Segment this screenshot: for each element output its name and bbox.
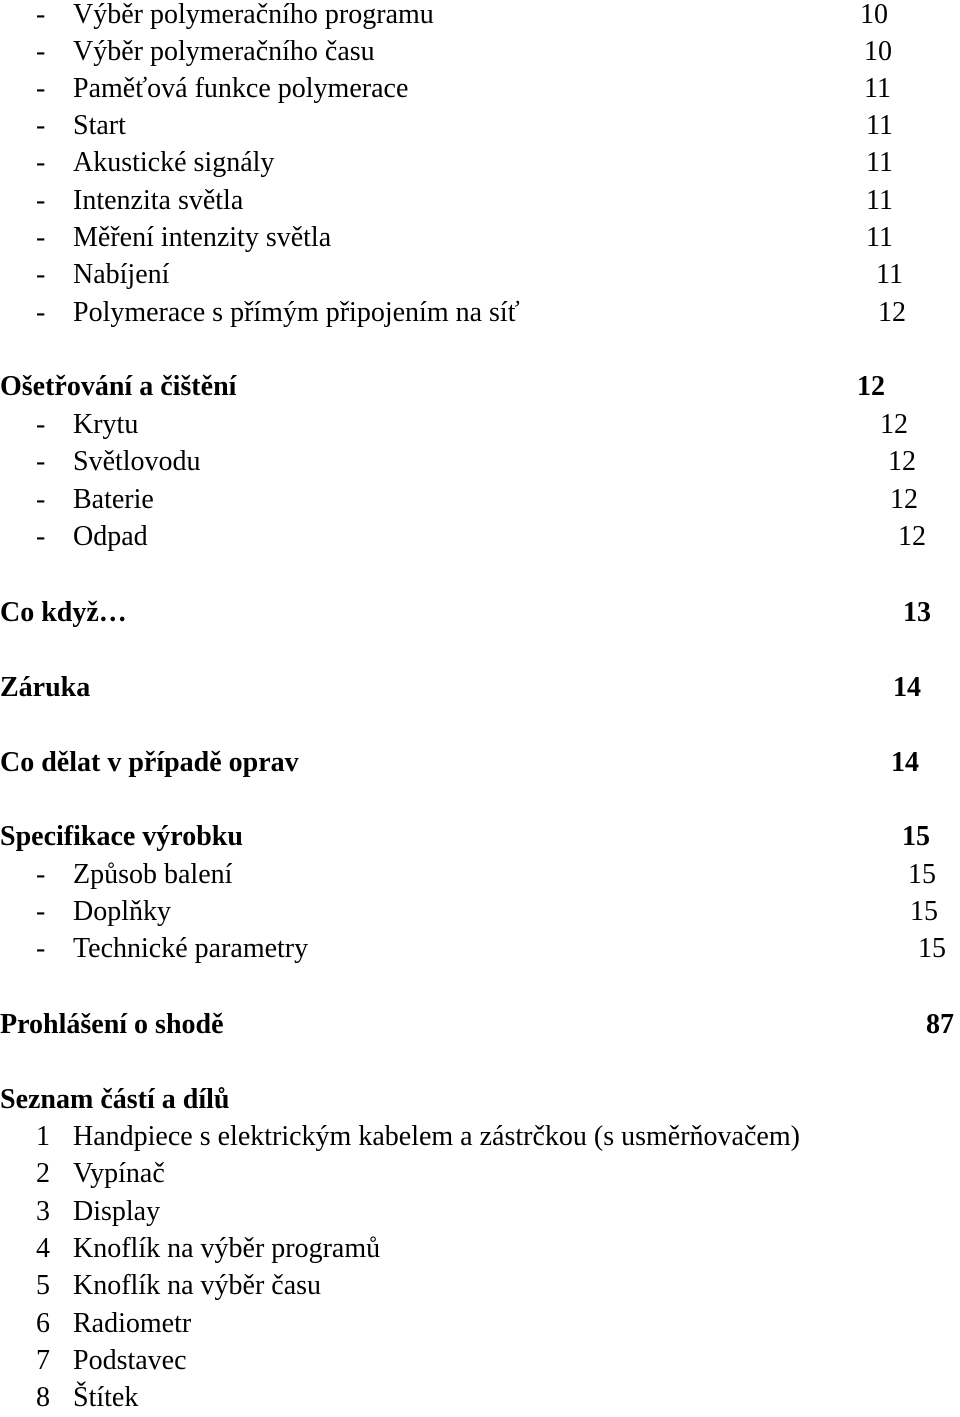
toc-section-label: Specifikace výrobku [0, 821, 243, 852]
toc-dash: - [36, 259, 46, 290]
toc-entry-label: Technické parametry [73, 933, 309, 964]
toc-entry-label: Výběr polymeračního programu [73, 0, 434, 30]
toc-section-label: Co když… [0, 597, 127, 628]
toc-entry-page: 11 [866, 110, 893, 141]
toc-dash: - [36, 222, 46, 253]
toc-dash: - [36, 484, 46, 515]
part-label: Radiometr [73, 1308, 192, 1339]
toc-entry-page: 11 [866, 185, 893, 216]
part-number: 4 [36, 1233, 50, 1264]
toc-entry-page: 12 [898, 521, 926, 552]
toc-entry-page: 15 [910, 896, 938, 927]
toc-dash: - [36, 933, 46, 964]
part-number: 7 [36, 1345, 50, 1376]
toc-entry-page: 12 [878, 297, 906, 328]
toc-entry-label: Světlovodu [73, 446, 201, 477]
toc-section-page: 87 [926, 1009, 954, 1040]
toc-section-page: 14 [893, 672, 921, 703]
toc-dash: - [36, 185, 46, 216]
toc-entry-page: 11 [866, 147, 893, 178]
toc-dash: - [36, 446, 46, 477]
part-number: 5 [36, 1270, 50, 1301]
toc-entry-label: Akustické signály [73, 147, 275, 178]
part-number: 2 [36, 1158, 50, 1189]
toc-dash: - [36, 521, 46, 552]
toc-entry-page: 11 [864, 73, 891, 104]
toc-entry-label: Baterie [73, 484, 154, 515]
part-label: Podstavec [73, 1345, 187, 1376]
toc-entry-page: 15 [918, 933, 946, 964]
toc-section-page: 15 [902, 821, 930, 852]
part-label: Handpiece s elektrickým kabelem a zástrčkou (s usměrňovačem) [73, 1121, 800, 1152]
toc-entry-page: 10 [864, 36, 892, 67]
toc-entry-label: Odpad [73, 521, 148, 552]
toc-section-label: Seznam částí a dílů [0, 1084, 230, 1115]
toc-entry-label: Intenzita světla [73, 185, 244, 216]
toc-section-label: Co dělat v případě oprav [0, 747, 299, 778]
part-number: 6 [36, 1308, 50, 1339]
toc-dash: - [36, 409, 46, 440]
toc-entry-page: 10 [860, 0, 888, 30]
toc-section-label: Záruka [0, 672, 91, 703]
toc-entry-page: 15 [908, 859, 936, 890]
toc-entry-page: 12 [890, 484, 918, 515]
part-label: Vypínač [73, 1158, 165, 1189]
toc-section-label: Ošetřování a čištění [0, 371, 237, 402]
toc-entry-label: Doplňky [73, 896, 171, 927]
part-label: Knoflík na výběr programů [73, 1233, 381, 1264]
toc-dash: - [36, 896, 46, 927]
toc-entry-label: Start [73, 110, 126, 141]
part-number: 1 [36, 1121, 50, 1152]
toc-dash: - [36, 859, 46, 890]
toc-entry-page: 11 [876, 259, 903, 290]
toc-dash: - [36, 36, 46, 67]
toc-section-page: 14 [891, 747, 919, 778]
part-label: Display [73, 1196, 161, 1227]
toc-dash: - [36, 73, 46, 104]
toc-entry-label: Nabíjení [73, 259, 170, 290]
toc-entry-label: Krytu [73, 409, 139, 440]
toc-dash: - [36, 110, 46, 141]
toc-entry-label: Výběr polymeračního času [73, 36, 375, 67]
toc-entry-page: 11 [866, 222, 893, 253]
toc-section-page: 12 [857, 371, 885, 402]
toc-entry-page: 12 [888, 446, 916, 477]
part-number: 3 [36, 1196, 50, 1227]
toc-section-label: Prohlášení o shodě [0, 1009, 224, 1040]
toc-dash: - [36, 147, 46, 178]
toc-entry-label: Polymerace s přímým připojením na síť [73, 297, 520, 328]
part-number: 8 [36, 1382, 50, 1413]
toc-section-page: 13 [903, 597, 931, 628]
toc-entry-label: Způsob balení [73, 859, 233, 890]
toc-entry-label: Měření intenzity světla [73, 222, 332, 253]
part-label: Knoflík na výběr času [73, 1270, 322, 1301]
toc-entry-page: 12 [880, 409, 908, 440]
toc-dash: - [36, 0, 46, 30]
toc-entry-label: Paměťová funkce polymerace [73, 73, 409, 104]
toc-dash: - [36, 297, 46, 328]
part-label: Štítek [73, 1382, 139, 1413]
